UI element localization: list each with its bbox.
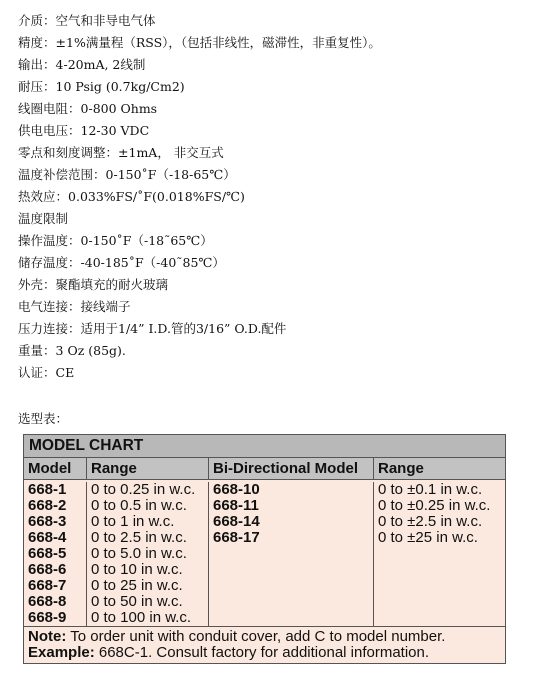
spec-line	[18, 120, 548, 142]
spec-label: 重量：	[18, 343, 56, 358]
spec-label: 热效应：	[18, 189, 69, 204]
spec-line	[18, 340, 548, 362]
model-chart-title: MODEL CHART	[24, 435, 505, 458]
range-cell: 0 to 50 in w.c.	[91, 593, 183, 610]
model-chart-table	[23, 434, 506, 664]
spec-line	[18, 230, 548, 252]
spec-value: 接线端子	[80, 299, 131, 314]
range-cell: 0 to 2.5 in w.c.	[91, 529, 187, 546]
spec-label: 认证：	[18, 365, 56, 380]
model-cell: 668-7	[28, 577, 67, 594]
header-bi-range: Range	[378, 460, 424, 477]
spec-line	[18, 318, 548, 340]
note-text: To order unit with conduit cover, add C to model number.	[66, 628, 446, 645]
spec-value: 0-150˚F（-18-65℃）	[105, 167, 236, 182]
spec-value: 0-150˚F（-18˜65℃）	[80, 233, 213, 248]
example-text: 668C-1. Consult factory for additional information.	[94, 644, 430, 661]
spec-line	[18, 274, 548, 296]
model-cell: 668-8	[28, 593, 67, 610]
spec-line	[18, 98, 548, 120]
spec-label: 电气连接：	[18, 299, 81, 314]
note-line	[28, 629, 501, 645]
spec-list	[18, 10, 548, 384]
bi-ranges-column	[374, 482, 505, 626]
spec-value: 4-20mA, 2线制	[55, 57, 146, 72]
spec-value: 聚酯填充的耐火玻璃	[55, 277, 169, 292]
spec-value: 0.033%FS/˚F(0.018%FS/℃)	[68, 189, 245, 204]
header-model: Model	[24, 458, 87, 479]
spec-line	[18, 208, 548, 230]
spec-value: 12-30 VDC	[80, 123, 150, 138]
spec-label: 外壳：	[18, 277, 56, 292]
range-cell: 0 to 10 in w.c.	[91, 561, 183, 578]
spec-line	[18, 32, 548, 54]
spec-line	[18, 10, 548, 32]
spec-line	[18, 252, 548, 274]
model-chart-note	[24, 627, 505, 663]
range-cell: 0 to 1 in w.c.	[91, 513, 175, 530]
spec-value: 3 Oz (85g).	[55, 343, 126, 358]
model-cell: 668-3	[28, 513, 67, 530]
spec-label: 输出：	[18, 57, 56, 72]
bi-model-cell: 668-17	[213, 529, 260, 546]
spec-value: 10 Psig (0.7kg/Cm2)	[55, 79, 185, 94]
bi-models-column	[209, 482, 374, 626]
bi-range-cell: 0 to ±2.5 in w.c.	[378, 513, 483, 530]
spec-value: 0-800 Ohms	[80, 101, 158, 116]
spec-line	[18, 54, 548, 76]
model-chart-body	[24, 480, 505, 627]
range-cell: 0 to 0.5 in w.c.	[91, 497, 187, 514]
spec-value: CE	[55, 365, 75, 380]
spec-value: ±1mA， 非交互式	[118, 145, 224, 160]
bi-model-cell: 668-14	[213, 513, 260, 530]
spec-label: 介质：	[18, 13, 56, 28]
spec-line	[18, 362, 548, 384]
bi-range-cell: 0 to ±25 in w.c.	[378, 529, 478, 546]
example-label: Example:	[28, 644, 95, 661]
example-line	[28, 645, 501, 661]
spec-label: 零点和刻度调整：	[18, 145, 119, 160]
range-cell: 0 to 100 in w.c.	[91, 609, 192, 626]
bi-model-cell: 668-10	[213, 481, 260, 498]
spec-label: 线圈电阻：	[18, 101, 81, 116]
spec-label: 操作温度：	[18, 233, 81, 248]
spec-value: ±1%满量程（RSS），（包括非线性，磁滞性，非重复性）。	[55, 35, 381, 50]
model-chart-header-row	[24, 458, 505, 480]
spec-label: 储存温度：	[18, 255, 81, 270]
spec-line	[18, 186, 548, 208]
note-label: Note:	[28, 628, 67, 645]
spec-label: 耐压：	[18, 79, 56, 94]
spec-line	[18, 142, 548, 164]
spec-value: 空气和非导电气体	[55, 13, 156, 28]
model-cell: 668-4	[28, 529, 67, 546]
bi-range-cell: 0 to ±0.25 in w.c.	[378, 497, 491, 514]
spec-value: -40-185˚F（-40˜85℃）	[80, 255, 225, 270]
range-cell: 0 to 5.0 in w.c.	[91, 545, 187, 562]
header-range: Range	[87, 458, 209, 479]
bi-model-cell: 668-11	[213, 497, 259, 514]
model-cell: 668-6	[28, 561, 67, 578]
range-cell: 0 to 25 in w.c.	[91, 577, 183, 594]
spec-line	[18, 296, 548, 318]
spec-label: 供电电压：	[18, 123, 81, 138]
model-cell: 668-5	[28, 545, 67, 562]
spec-label: 温度补偿范围：	[18, 167, 106, 182]
spec-value: 适用于1/4” I.D.管的3/16” O.D.配件	[80, 321, 287, 336]
ranges-column	[87, 482, 209, 626]
models-column	[24, 482, 87, 626]
range-cell: 0 to 0.25 in w.c.	[91, 481, 196, 498]
bi-range-cell: 0 to ±0.1 in w.c.	[378, 481, 483, 498]
model-cell: 668-1	[28, 481, 67, 498]
model-cell: 668-9	[28, 609, 67, 626]
spec-line	[18, 76, 548, 98]
spec-line	[18, 164, 548, 186]
chart-caption: 选型表：	[18, 411, 69, 426]
spec-label: 压力连接：	[18, 321, 81, 336]
spec-label: 温度限制	[18, 211, 69, 226]
model-cell: 668-2	[28, 497, 67, 514]
spec-label: 精度：	[18, 35, 56, 50]
header-bi-directional-model: Bi-Directional Model	[209, 458, 374, 479]
